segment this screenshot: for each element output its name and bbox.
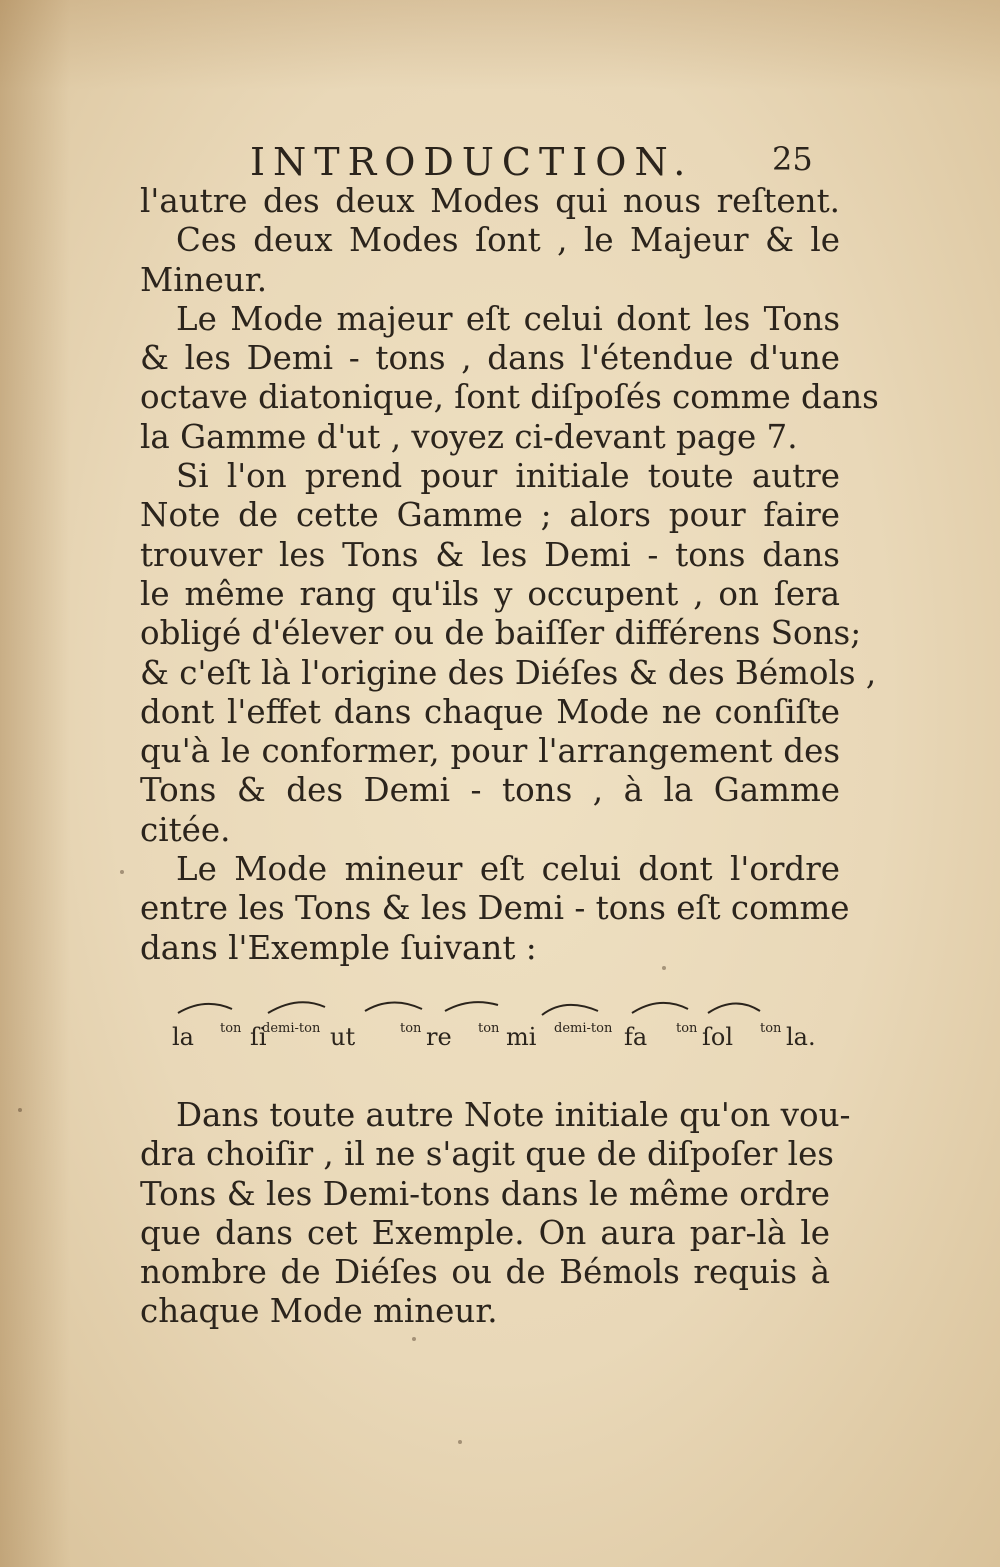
text-line: que dans cet Exemple. On aura par-là le [140, 1213, 830, 1252]
text-line: octave diatonique, ſont diſpoſés comme dans [140, 378, 879, 417]
body-text-bottom [140, 1096, 851, 1332]
text-line: qu'à le conformer, pour l'arrangement des [140, 732, 840, 771]
step-label: ton [400, 1021, 422, 1036]
text-line: obligé d'élever ou de baiſſer différens Sons; [140, 614, 862, 653]
note-label: ſi [250, 1023, 267, 1051]
step-label: ton [760, 1021, 782, 1036]
ink-speck [18, 1108, 22, 1112]
text-line: trouver les Tons & les Demi - tons dans [140, 535, 840, 574]
text-line: Dans toute autre Note initiale qu'on vou- [176, 1096, 851, 1134]
step-label: ton [676, 1021, 698, 1036]
page-top-shading [0, 0, 1000, 90]
text-line: Tons & les Demi-tons dans le même ordre [140, 1174, 830, 1213]
text-line: Ces deux Modes ſont , le Majeur & le [176, 221, 840, 260]
ink-speck [120, 870, 124, 874]
running-head: INTRODUCTION. [250, 140, 694, 184]
slur [268, 1002, 325, 1013]
note-label: re [426, 1023, 452, 1051]
text-line: citée. [140, 810, 231, 849]
slur [365, 1002, 422, 1011]
text-line: Tons & des Demi - tons , à la Gamme [140, 771, 840, 810]
note-label: fa [624, 1023, 648, 1051]
text-line: Le Mode majeur eſt celui dont les Tons [176, 299, 840, 338]
note-label: la. [786, 1023, 816, 1051]
body-text-top [140, 182, 879, 968]
text-line: le même rang qu'ils y occupent , on ſera [140, 574, 840, 613]
page-edge-shading [0, 0, 70, 1567]
text-line: Note de cette Gamme ; alors pour faire [140, 496, 840, 535]
text-line: dans l'Exemple ſuivant : [140, 928, 537, 967]
slur [178, 1004, 232, 1013]
slur [632, 1003, 688, 1013]
step-label: demi-ton [554, 1021, 613, 1036]
step-label: ton [220, 1021, 242, 1036]
text-line: chaque Mode mineur. [140, 1292, 498, 1331]
slur [542, 1005, 598, 1015]
slur [708, 1003, 760, 1013]
text-line: nombre de Diéſes ou de Bémols requis à [140, 1253, 830, 1292]
step-label: demi-ton [262, 1021, 321, 1036]
text-line: Mineur. [140, 260, 268, 299]
text-line: la Gamme d'ut , voyez ci-devant page 7. [140, 417, 798, 456]
slur [445, 1002, 498, 1011]
ink-speck [412, 1337, 416, 1341]
text-line: Le Mode mineur eſt celui dont l'ordre [176, 850, 840, 889]
step-label: ton [478, 1021, 500, 1036]
text-line: dont l'effet dans chaque Mode ne conſiſte [140, 692, 840, 731]
note-label: ſol [702, 1023, 734, 1051]
note-label: la [172, 1023, 194, 1051]
text-line: l'autre des deux Modes qui nous reſtent. [140, 182, 840, 220]
text-line: & c'eſt là l'origine des Diéſes & des Bémols , [140, 653, 877, 692]
text-line: dra choiſir , il ne s'agit que de diſpoſer les [140, 1135, 834, 1174]
text-line: entre les Tons & les Demi - tons eſt comme [140, 889, 850, 928]
text-line: & les Demi - tons , dans l'étendue d'une [140, 339, 840, 378]
text-line: Si l'on prend pour initiale toute autre [176, 457, 840, 496]
note-label: ut [330, 1023, 356, 1051]
note-label: mi [506, 1023, 537, 1051]
page-number: 25 [772, 140, 813, 178]
ink-speck [458, 1440, 462, 1444]
minor-mode-example [160, 995, 860, 1065]
